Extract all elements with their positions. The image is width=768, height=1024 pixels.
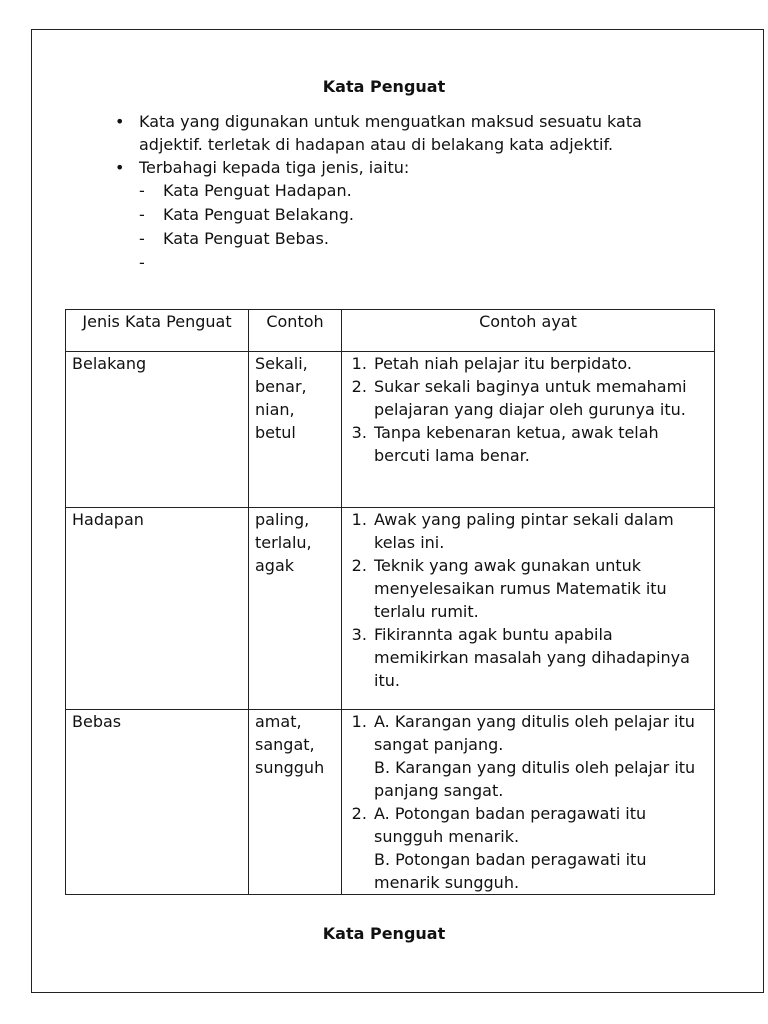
type-item (139, 251, 685, 275)
cell-contoh: paling, terlalu, agak (249, 508, 342, 710)
example-list (348, 352, 708, 467)
cell-ayat (342, 710, 715, 895)
example-item: 1. Petah niah pelajar itu berpidato. (372, 352, 708, 375)
dash-icon: - (139, 253, 145, 272)
cell-contoh: Sekali, benar, nian, betul (249, 352, 342, 508)
bullet-icon: • (115, 112, 125, 131)
type-text: Kata Penguat Belakang. (163, 205, 354, 224)
example-item (372, 802, 708, 894)
example-item: 2. Teknik yang awak gunakan untuk menyelesaikan rumus Matematik itu terlalu rumit. (372, 554, 708, 623)
type-list (139, 179, 685, 275)
cell-contoh: amat, sangat, sungguh (249, 710, 342, 895)
bullet-item-types (115, 156, 685, 179)
table-row (66, 352, 715, 508)
example-variant-a: 1. A. Karangan yang ditulis oleh pelajar itu sangat panjang. (374, 712, 695, 754)
page-title: Kata Penguat (322, 77, 446, 96)
kata-penguat-table (65, 309, 715, 895)
bullet-text: Terbahagi kepada tiga jenis, iaitu: (139, 158, 410, 177)
header-jenis: Jenis Kata Penguat (66, 310, 249, 352)
header-contoh: Contoh (249, 310, 342, 352)
table-header-row (66, 310, 715, 352)
example-list (348, 710, 708, 894)
cell-jenis: Belakang (66, 352, 249, 508)
bullet-item-definition (115, 110, 685, 156)
header-contoh-ayat: Contoh ayat (342, 310, 715, 352)
cell-jenis: Hadapan (66, 508, 249, 710)
footer-title: Kata Penguat (322, 924, 446, 943)
example-list (348, 508, 708, 692)
cell-jenis: Bebas (66, 710, 249, 895)
example-item: 1. Awak yang paling pintar sekali dalam kelas ini. (372, 508, 708, 554)
cell-ayat (342, 352, 715, 508)
example-item: 3. Tanpa kebenaran ketua, awak telah bercuti lama benar. (372, 421, 708, 467)
type-item (139, 179, 685, 203)
cell-ayat (342, 508, 715, 710)
example-item: 2. Sukar sekali baginya untuk memahami pelajaran yang diajar oleh gurunya itu. (372, 375, 708, 421)
example-variant-b: B. Potongan badan peragawati itu menarik sungguh. (374, 850, 647, 892)
dash-icon: - (139, 229, 145, 248)
bullet-icon: • (115, 158, 125, 177)
type-text: Kata Penguat Bebas. (163, 229, 329, 248)
type-item (139, 203, 685, 227)
example-variant-b: B. Karangan yang ditulis oleh pelajar itu panjang sangat. (374, 758, 696, 800)
dash-icon: - (139, 181, 145, 200)
example-item: 3. Fikirannta agak buntu apabila memikirkan masalah yang dihadapinya itu. (372, 623, 708, 692)
dash-icon: - (139, 205, 145, 224)
bullet-list (115, 110, 685, 275)
table-row (66, 710, 715, 895)
bullet-text: Kata yang digunakan untuk menguatkan maksud sesuatu kata adjektif. terletak di hadapan atau di belakang kata adjektif. (139, 112, 642, 154)
type-item (139, 227, 685, 251)
table-row (66, 508, 715, 710)
example-variant-a: 2. A. Potongan badan peragawati itu sungguh menarik. (374, 804, 647, 846)
example-item (372, 710, 708, 802)
type-text: Kata Penguat Hadapan. (163, 181, 352, 200)
